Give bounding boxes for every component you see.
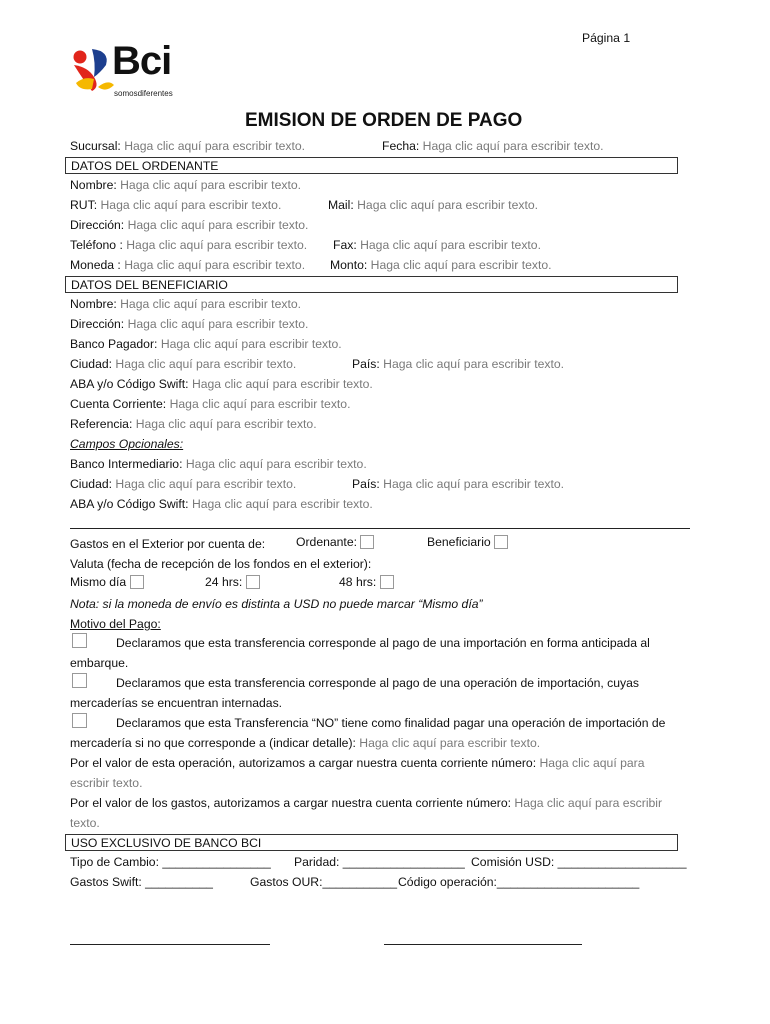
cuenta-operacion-input[interactable]: Haga clic aquí para [539,756,645,770]
field-label: mercadería si no que corresponde a (indicar detalle): [70,736,356,750]
beneficiario-pais-field[interactable] [352,357,564,371]
field-label: Fax: [333,238,357,252]
intermediario-ciudad-input[interactable]: Haga clic aquí para escribir texto. [115,477,297,491]
signature-line-right [384,944,582,945]
motivo-opt1-checkbox[interactable] [72,633,87,648]
motivo-opt1-text-cont: embarque. [70,656,129,670]
ordenante-mail-field[interactable] [328,198,538,212]
campos-opcionales-heading: Campos Opcionales: [70,437,184,451]
beneficiario-direccion-field[interactable] [70,317,308,331]
cuenta-corriente-input[interactable]: Haga clic aquí para escribir texto. [169,397,351,411]
ordenante-rut-field[interactable] [70,198,281,212]
beneficiario-nombre-input[interactable]: Haga clic aquí para escribir texto. [120,297,301,311]
gastos-our-field[interactable]: Gastos OUR:___________ [250,875,398,889]
beneficiario-ciudad-field[interactable] [70,357,296,371]
logo-wordmark: Bci [112,39,172,83]
option-label: Ordenante: [296,535,357,549]
section-ordenante [65,157,678,174]
ordenante-moneda-input[interactable]: Haga clic aquí para escribir texto. [124,258,306,272]
sucursal-field[interactable] [70,139,305,153]
banco-intermediario-field[interactable] [70,457,367,471]
motivo-opt2-text-cont: mercaderías se encuentran internadas. [70,696,283,710]
banco-pagador-input[interactable]: Haga clic aquí para escribir texto. [160,337,342,351]
field-label: Teléfono : [70,238,123,252]
cuenta-gastos-input[interactable]: Haga clic aquí para escribir [514,796,663,810]
cuenta-gastos-input-cont[interactable]: texto. [70,816,100,830]
gastos-label: Gastos en el Exterior por cuenta de: [70,537,266,551]
ordenante-nombre-field[interactable] [70,178,301,192]
field-label: Por el valor de esta operación, autorizamos a cargar nuestra cuenta corriente número: [70,756,537,770]
field-label: Ciudad: [70,477,113,491]
ordenante-fax-input[interactable]: Haga clic aquí para escribir texto. [360,238,541,252]
document-title: EMISION DE ORDEN DE PAGO [245,110,523,131]
intermediario-pais-field[interactable] [352,477,564,491]
valuta-24hrs-option[interactable] [205,575,260,589]
ordenante-monto-input[interactable]: Haga clic aquí para escribir texto. [370,258,552,272]
autoriza-gastos-field[interactable] [70,796,662,810]
bci-logo [70,39,195,103]
option-label: Beneficiario [427,535,491,549]
section-banco [65,834,678,851]
field-label: Banco Intermediario: [70,457,183,471]
divider [70,528,690,529]
ordenante-telefono-input[interactable]: Haga clic aquí para escribir texto. [126,238,308,252]
ordenante-nombre-input[interactable]: Haga clic aquí para escribir texto. [120,178,301,192]
field-label: Ciudad: [70,357,113,371]
field-label: Nombre: [70,297,117,311]
beneficiario-aba-field[interactable] [70,377,373,391]
fecha-field[interactable] [382,139,604,153]
section-ordenante-title: DATOS DEL ORDENANTE [71,159,219,173]
ordenante-fax-field[interactable] [333,238,541,252]
banco-intermediario-input[interactable]: Haga clic aquí para escribir texto. [185,457,367,471]
intermediario-aba-input[interactable]: Haga clic aquí para escribir texto. [191,497,373,511]
motivo-opt1-text: Declaramos que esta transferencia corresponde al pago de una importación en forma anticipada al [116,636,650,650]
tipo-cambio-field[interactable]: Tipo de Cambio: ________________ [70,855,271,869]
gastos-ordenante-checkbox[interactable] [360,535,374,549]
mismo-dia-checkbox[interactable] [130,575,144,589]
gastos-beneficiario-checkbox[interactable] [494,535,508,549]
section-banco-title: USO EXCLUSIVO DE BANCO BCI [71,836,262,850]
signature-line-left [70,944,270,945]
gastos-beneficiario-option[interactable] [427,535,508,549]
intermediario-ciudad-field[interactable] [70,477,296,491]
ordenante-direccion-input[interactable]: Haga clic aquí para escribir texto. [127,218,309,232]
motivo-heading: Motivo del Pago: [70,617,161,631]
valuta-48hrs-option[interactable] [339,575,394,589]
valuta-mismo-dia-option[interactable] [70,575,144,589]
gastos-ordenante-option[interactable] [296,535,374,549]
autoriza-operacion-field[interactable] [70,756,645,770]
sucursal-label: Sucursal: [70,139,121,153]
24hrs-checkbox[interactable] [246,575,260,589]
field-label: ABA y/o Código Swift: [70,497,189,511]
banco-pagador-field[interactable] [70,337,342,351]
field-label: RUT: [70,198,98,212]
referencia-field[interactable] [70,417,317,431]
cuenta-corriente-field[interactable] [70,397,350,411]
logo-tagline: somosdiferentes [114,89,173,98]
field-label: ABA y/o Código Swift: [70,377,189,391]
referencia-input[interactable]: Haga clic aquí para escribir texto. [135,417,317,431]
beneficiario-nombre-field[interactable] [70,297,301,311]
beneficiario-ciudad-input[interactable]: Haga clic aquí para escribir texto. [115,357,297,371]
48hrs-checkbox[interactable] [380,575,394,589]
section-beneficiario [65,276,678,293]
gastos-swift-field[interactable]: Gastos Swift: __________ [70,875,213,889]
motivo-opt2-text: Declaramos que esta transferencia corresponde al pago de una operación de importación, cuyas [116,676,640,690]
field-label: Referencia: [70,417,133,431]
comision-field[interactable]: Comisión USD: ___________________ [471,855,687,869]
field-label: Por el valor de los gastos, autorizamos a cargar nuestra cuenta corriente número: [70,796,512,810]
motivo-opt3-checkbox[interactable] [72,713,87,728]
intermediario-pais-input[interactable]: Haga clic aquí para escribir texto. [383,477,565,491]
ordenante-direccion-field[interactable] [70,218,308,232]
field-label: Moneda : [70,258,121,272]
field-label: País: [352,477,380,491]
beneficiario-direccion-input[interactable]: Haga clic aquí para escribir texto. [127,317,309,331]
option-label: 48 hrs: [339,575,377,589]
ordenante-moneda-field[interactable] [70,258,305,272]
valuta-label: Valuta (fecha de recepción de los fondos en el exterior): [70,557,372,571]
field-label: Banco Pagador: [70,337,158,351]
ordenante-monto-field[interactable] [330,258,552,272]
field-label: País: [352,357,380,371]
codigo-operacion-field[interactable]: Código operación:_____________________ [398,875,640,889]
beneficiario-pais-input[interactable]: Haga clic aquí para escribir texto. [383,357,565,371]
option-label: Mismo día [70,575,127,589]
nota-text: Nota: si la moneda de envío es distinta a USD no puede marcar “Mismo día” [70,597,483,611]
ordenante-rut-input[interactable]: Haga clic aquí para escribir texto. [100,198,282,212]
ordenante-mail-input[interactable]: Haga clic aquí para escribir texto. [357,198,538,212]
fecha-label: Fecha: [382,139,420,153]
option-label: 24 hrs: [205,575,243,589]
field-label: Nombre: [70,178,117,192]
motivo-detalle-input[interactable]: Haga clic aquí para escribir texto. [359,736,541,750]
ordenante-telefono-field[interactable] [70,238,307,252]
fecha-input[interactable]: Haga clic aquí para escribir texto. [422,139,604,153]
sucursal-input[interactable]: Haga clic aquí para escribir texto. [124,139,306,153]
field-label: Dirección: [70,218,125,232]
intermediario-aba-field[interactable] [70,497,373,511]
field-label: Cuenta Corriente: [70,397,167,411]
cuenta-operacion-input-cont[interactable]: escribir texto. [70,776,143,790]
field-label: Monto: [330,258,368,272]
motivo-opt3-text: Declaramos que esta Transferencia “NO” tiene como finalidad pagar una operación de importación de [116,716,666,730]
field-label: Mail: [328,198,354,212]
section-beneficiario-title: DATOS DEL BENEFICIARIO [71,278,228,292]
paridad-field[interactable]: Paridad: __________________ [294,855,465,869]
motivo-opt3-detail-field[interactable] [70,736,540,750]
motivo-opt2-checkbox[interactable] [72,673,87,688]
field-label: Dirección: [70,317,125,331]
beneficiario-aba-input[interactable]: Haga clic aquí para escribir texto. [191,377,373,391]
page-number: Página 1 [582,31,631,45]
